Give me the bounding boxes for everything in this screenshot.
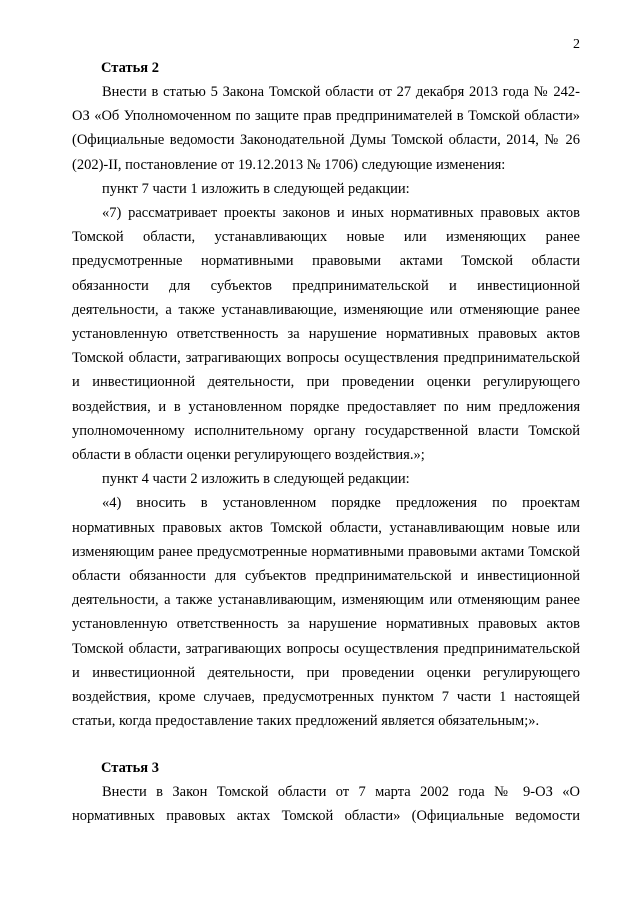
- article-2-intro-paragraph: Внести в статью 5 Закона Томской области от 27 декабря 2013 года № 242-ОЗ «Об Уполномоченном по защите прав предпринимателей в Томской области» (Официальные ведомости Законодательной Думы Томской области, 2014, № 26 (202)-II, постановление от 19.12.2013 № 1706) следующие изменения:: [72, 84, 580, 173]
- article-3-body: [72, 780, 580, 828]
- article-2-body: [72, 80, 580, 733]
- article-2-point-7-instruction: пункт 7 части 1 изложить в следующей редакции:: [102, 180, 410, 197]
- page-number: 2: [573, 37, 580, 52]
- article-2-point-7-text: «7) рассматривает проекты законов и иных нормативных правовых актов Томской области, устанавливающих новые или изменяющих ранее предусмотренные нормативными правовыми актами Томской области обязанности для субъектов предпринимательской и инвестиционной деятельности, а также устанавливающие, изменяющие или отменяющие ранее установленную ответственность за нарушение нормативных правовых актов Томской области, затрагивающих вопросы осуществления предпринимательской и инвестиционной деятельности, при проведении оценки регулирующего воздействия, и в установленном порядке предоставляет по ним предложения уполномоченному исполнительному органу государственной власти Томской области в области оценки регулирующего воздействия.»;: [72, 205, 580, 464]
- article-2-point-4-instruction: пункт 4 части 2 изложить в следующей редакции:: [102, 471, 410, 488]
- article-3-heading: Статья 3: [101, 760, 159, 776]
- article-2-heading: Статья 2: [101, 60, 159, 76]
- article-3-intro-paragraph: Внести в Закон Томской области от 7 марта 2002 года № 9-ОЗ «О нормативных правовых актах Томской области» (Официальные ведомости: [72, 784, 580, 825]
- article-2-point-4-text: «4) вносить в установленном порядке предложения по проектам нормативных правовых актов Томской области, устанавливающим новые или изменяющим ранее предусмотренные нормативными правовыми актами Томской области обязанности для субъектов предпринимательской и инвестиционной деятельности, а также устанавливающим, изменяющим или отменяющим ранее установленную ответственность за нарушение нормативных правовых актов Томской области, затрагивающих вопросы осуществления предпринимательской и инвестиционной деятельности, при проведении оценки регулирующего воздействия, кроме случаев, предусмотренных пунктом 7 части 1 настоящей статьи, когда предоставление таких предложений является обязательным;».: [72, 495, 580, 730]
